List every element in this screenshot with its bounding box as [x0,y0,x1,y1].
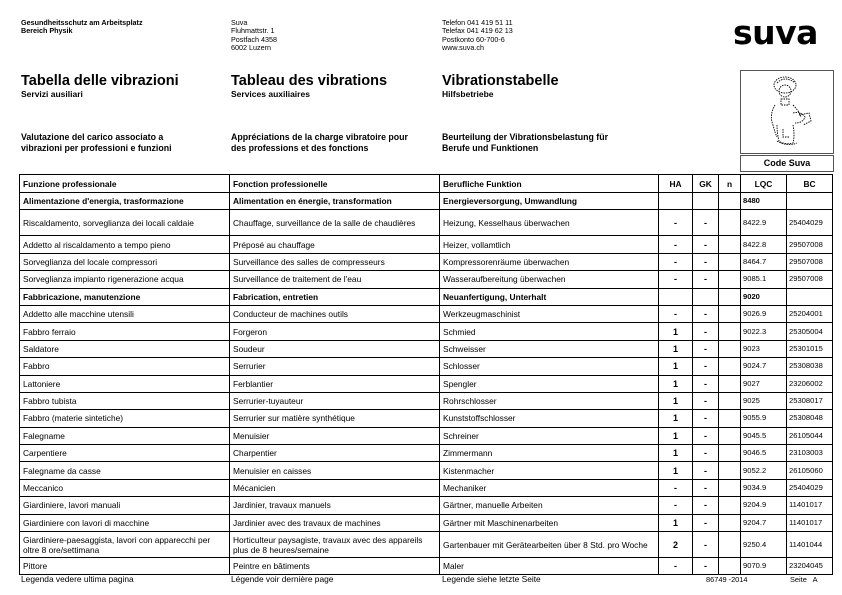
cell-fr: Charpentier [230,445,440,462]
cell-gk: - [693,271,719,288]
cell-fr: Forgeron [230,323,440,340]
column-header-ha: HA [659,175,693,193]
cell-ha: - [659,236,693,253]
cell-fr: Menuisier [230,427,440,444]
cell-de: Mechaniker [440,479,659,496]
cell-n [719,323,741,340]
cell-bc: 11401017 [787,497,833,514]
cell-de: Kompressorenräume überwachen [440,253,659,270]
cell-de: Wasseraufbereitung überwachen [440,271,659,288]
cell-bc: 29507008 [787,271,833,288]
cell-fr: Menuisier en caisses [230,462,440,479]
cell-n [719,210,741,236]
description-de [442,132,608,154]
cell-n [719,358,741,375]
cell-lqc: 9025 [741,392,787,409]
cell-it: Sorveglianza impianto rigenerazione acqua [20,271,230,288]
cell-it: Fabbro [20,358,230,375]
cell-ha [659,193,693,210]
cell-de: Maler [440,558,659,575]
cell-de: Energieversorgung, Umwandlung [440,193,659,210]
cell-lqc: 9045.5 [741,427,787,444]
cell-gk: - [693,410,719,427]
cell-n [719,392,741,409]
cell-bc: 23103003 [787,445,833,462]
cell-de: Heizer, vollamtlich [440,236,659,253]
cell-n [719,236,741,253]
cell-ha: - [659,271,693,288]
cell-fr: Serrurier [230,358,440,375]
cell-ha: 1 [659,427,693,444]
cell-it: Saldatore [20,340,230,357]
cell-it: Giardiniere con lavori di macchine [20,514,230,531]
cell-bc: 29507008 [787,236,833,253]
description-line: Appréciations de la charge vibratoire pour [231,132,408,142]
cell-bc: 23206002 [787,375,833,392]
cell-bc: 25404029 [787,210,833,236]
cell-it: Alimentazione d'energia, trasformazione [20,193,230,210]
cell-lqc: 9034.9 [741,479,787,496]
cell-gk: - [693,236,719,253]
department-line: Gesundheitsschutz am Arbeitsplatz [21,18,143,27]
cell-gk: - [693,210,719,236]
cell-it: Fabbro ferraio [20,323,230,340]
table-row [20,558,833,575]
cell-it: Pittore [20,558,230,575]
table-row [20,462,833,479]
cell-it: Addetto al riscaldamento a tempo pieno [20,236,230,253]
column-header-lqc: LQC [741,175,787,193]
cell-bc: 11401017 [787,514,833,531]
cell-ha: 1 [659,410,693,427]
description-line: Beurteilung der Vibrationsbelastung für [442,132,609,142]
cell-ha [659,288,693,305]
cell-bc: 23204045 [787,558,833,575]
cell-bc [787,288,833,305]
cell-gk: - [693,445,719,462]
column-header-de: Berufliche Funktion [440,175,659,193]
cell-gk [693,288,719,305]
cell-n [719,193,741,210]
table-row [20,340,833,357]
cell-it: Giardiniere-paesaggista, lavori con apparecchi per oltre 8 ore/settimana [20,532,230,558]
column-header-bc: BC [787,175,833,193]
cell-n [719,427,741,444]
cell-fr: Ferblantier [230,375,440,392]
cell-bc: 25404029 [787,479,833,496]
cell-fr: Mécanicien [230,479,440,496]
cell-ha: 1 [659,514,693,531]
cell-lqc: 9085.1 [741,271,787,288]
cell-lqc: 9023 [741,340,787,357]
table-row [20,271,833,288]
cell-lqc: 8422.9 [741,210,787,236]
cell-n [719,514,741,531]
cell-it: Carpentiere [20,445,230,462]
cell-gk: - [693,323,719,340]
table-row [20,253,833,270]
cell-lqc: 9250.4 [741,532,787,558]
cell-ha: 1 [659,340,693,357]
table-row [20,410,833,427]
cell-fr: Surveillance de traitement de l'eau [230,271,440,288]
cell-fr: Serrurier sur matière synthétique [230,410,440,427]
cell-ha: 1 [659,375,693,392]
cell-gk: - [693,479,719,496]
cell-n [719,305,741,322]
cell-fr: Conducteur de machines outils [230,305,440,322]
cell-n [719,532,741,558]
page-title-de: Vibrationstabelle [442,73,559,89]
cell-lqc: 8464.7 [741,253,787,270]
cell-de: Gärtner mit Maschinenarbeiten [440,514,659,531]
cell-de: Rohrschlosser [440,392,659,409]
cell-ha: - [659,479,693,496]
cell-n [719,462,741,479]
cell-de: Werkzeugmaschinist [440,305,659,322]
cell-it: Fabbro tubista [20,392,230,409]
cell-gk: - [693,462,719,479]
cell-fr: Soudeur [230,340,440,357]
table-group-row [20,193,833,210]
cell-it: Sorveglianza del locale compressori [20,253,230,270]
legend-note-de: Legende siehe letzte Seite [442,574,541,584]
cell-it: Addetto alle macchine utensili [20,305,230,322]
table-row [20,305,833,322]
cell-gk: - [693,358,719,375]
cell-gk [693,193,719,210]
page-title-it: Tabella delle vibrazioni [21,73,179,89]
cell-bc: 29507008 [787,253,833,270]
cell-de: Schlosser [440,358,659,375]
cell-gk: - [693,253,719,270]
cell-it: Fabbricazione, manutenzione [20,288,230,305]
table-header-row [20,175,833,193]
cell-bc: 25305004 [787,323,833,340]
page-subtitle-de: Hilfsbetriebe [442,89,494,99]
cell-bc: 26105044 [787,427,833,444]
cell-gk: - [693,497,719,514]
cell-lqc: 9024.7 [741,358,787,375]
cell-de: Neuanfertigung, Unterhalt [440,288,659,305]
column-header-it: Funzione professionale [20,175,230,193]
legend-note-fr: Légende voir dernière page [231,574,334,584]
cell-gk: - [693,558,719,575]
phone: Telefon 041 419 51 11 [442,18,513,27]
cell-n [719,375,741,392]
cell-fr: Peintre en bâtiments [230,558,440,575]
cell-ha: - [659,253,693,270]
cell-gk: - [693,305,719,322]
cell-it: Lattoniere [20,375,230,392]
page-title-fr: Tableau des vibrations [231,73,388,89]
cell-it: Riscaldamento, sorveglianza dei locali caldaie [20,210,230,236]
cell-n [719,288,741,305]
cell-bc [787,193,833,210]
cell-bc: 11401044 [787,532,833,558]
cell-fr: Fabrication, entretien [230,288,440,305]
page-subtitle-fr: Services auxiliaires [231,89,310,99]
address-line: Suva [231,18,248,27]
cell-ha: 1 [659,358,693,375]
cell-n [719,271,741,288]
cell-lqc: 9027 [741,375,787,392]
department-line: Bereich Physik [21,26,73,36]
title-block-de [442,73,559,99]
cell-lqc: 8422.8 [741,236,787,253]
cell-de: Gärtner, manuelle Arbeiten [440,497,659,514]
cell-bc: 25301015 [787,340,833,357]
table-row [20,323,833,340]
cell-de: Kunststoffschlosser [440,410,659,427]
page-subtitle-it: Servizi ausiliari [21,89,83,99]
cell-gk: - [693,514,719,531]
cell-de: Zimmermann [440,445,659,462]
column-header-fr: Fonction professionelle [230,175,440,193]
cell-ha: 1 [659,462,693,479]
cell-it: Meccanico [20,479,230,496]
cell-lqc: 9204.7 [741,514,787,531]
fax: Telefax 041 419 62 13 [442,26,513,36]
cell-lqc: 9026.9 [741,305,787,322]
table-row [20,445,833,462]
cell-lqc: 8480 [741,193,787,210]
table-row [20,479,833,496]
cell-ha: - [659,305,693,322]
cell-n [719,558,741,575]
cell-it: Giardiniere, lavori manuali [20,497,230,514]
department-block [21,19,143,36]
cell-n [719,479,741,496]
cell-de: Schweisser [440,340,659,357]
cell-bc: 25308017 [787,392,833,409]
postal-account: Postkonto 60-700-6 [442,34,505,44]
table-row [20,375,833,392]
cell-gk: - [693,392,719,409]
cell-gk: - [693,375,719,392]
description-line: Berufe und Funktionen [442,143,539,153]
cell-n [719,340,741,357]
cell-n [719,253,741,270]
cell-de: Kistenmacher [440,462,659,479]
table-row [20,358,833,375]
cell-ha: - [659,210,693,236]
cell-bc: 25204001 [787,305,833,322]
website-link[interactable]: www.suva.ch [442,42,484,52]
table-group-row [20,288,833,305]
cell-it: Falegname [20,427,230,444]
cell-bc: 25308038 [787,358,833,375]
cell-fr: Préposé au chauffage [230,236,440,253]
cell-lqc: 9020 [741,288,787,305]
description-line: des professions et des fonctions [231,143,369,153]
description-line: vibrazioni per professioni e funzioni [21,143,172,153]
page-indicator: Seite A [790,575,818,584]
description-line: Valutazione del carico associato a [21,132,164,142]
cell-lqc: 9055.9 [741,410,787,427]
address-line: Fluhmattstr. 1 [231,26,275,36]
cell-fr: Surveillance des salles de compresseurs [230,253,440,270]
cell-ha: - [659,558,693,575]
cell-bc: 26105060 [787,462,833,479]
cell-fr: Horticulteur paysagiste, travaux avec des appareils plus de 8 heures/semaine [230,532,440,558]
title-block-it [21,73,179,99]
cell-lqc: 9046.5 [741,445,787,462]
table-row [20,392,833,409]
title-block-fr [231,73,387,99]
column-header-n: n [719,175,741,193]
cell-it: Fabbro (materie sintetiche) [20,410,230,427]
cell-lqc: 9052.2 [741,462,787,479]
cell-fr: Serrurier-tuyauteur [230,392,440,409]
table-row [20,514,833,531]
cell-de: Spengler [440,375,659,392]
cell-de: Heizung, Kesselhaus überwachen [440,210,659,236]
cell-gk: - [693,340,719,357]
cell-ha: 1 [659,323,693,340]
cell-de: Gartenbauer mit Gerätearbeiten über 8 Std. pro Woche [440,532,659,558]
worker-illustration-box [740,70,834,154]
address-line: Postfach 4358 [231,34,277,44]
vibration-table [19,174,833,575]
column-header-gk: GK [693,175,719,193]
address-line: 6002 Luzern [231,42,271,52]
worker-with-machine-illustration-icon [741,71,833,153]
cell-fr: Jardinier, travaux manuels [230,497,440,514]
cell-gk: - [693,532,719,558]
cell-fr: Jardinier avec des travaux de machines [230,514,440,531]
cell-fr: Chauffage, surveillance de la salle de chaudières [230,210,440,236]
cell-ha: 1 [659,445,693,462]
cell-bc: 25308048 [787,410,833,427]
contact-block [442,19,513,52]
cell-it: Falegname da casse [20,462,230,479]
document-number: 86749 -2014 [706,575,748,584]
cell-de: Schmied [440,323,659,340]
cell-n [719,410,741,427]
cell-fr: Alimentation en énergie, transformation [230,193,440,210]
description-fr [231,132,408,154]
cell-gk: - [693,427,719,444]
cell-lqc: 9204.9 [741,497,787,514]
table-row [20,497,833,514]
cell-n [719,497,741,514]
table-row [20,427,833,444]
cell-lqc: 9070.9 [741,558,787,575]
table-row [20,236,833,253]
cell-ha: - [659,497,693,514]
cell-ha: 1 [659,392,693,409]
code-suva-label: Code Suva [740,155,834,172]
legend-note-it: Legenda vedere ultima pagina [21,574,134,584]
cell-n [719,445,741,462]
table-row [20,210,833,236]
cell-lqc: 9022.3 [741,323,787,340]
suva-logo: suva [733,13,818,52]
description-it [21,132,172,154]
address-block [231,19,277,52]
cell-ha: 2 [659,532,693,558]
cell-de: Schreiner [440,427,659,444]
table-row [20,532,833,558]
